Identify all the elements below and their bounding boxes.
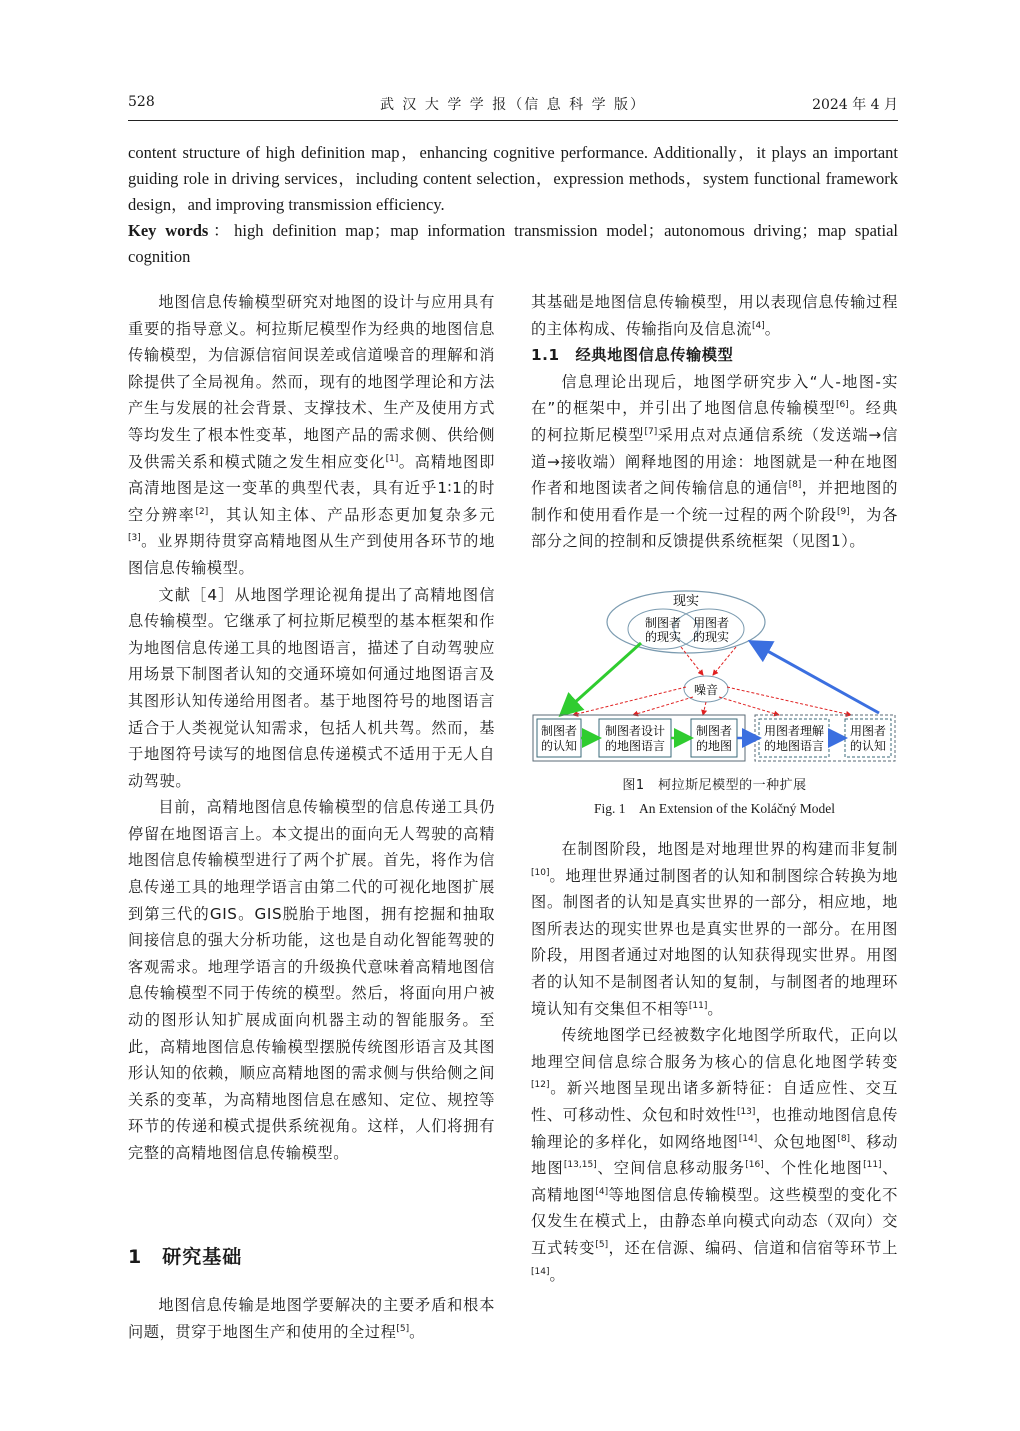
journal-title: 武 汉 大 学 学 报（信 息 科 学 版）: [379, 97, 647, 113]
reality-label: 现实: [672, 594, 700, 609]
box3-line2: 的地图: [695, 739, 733, 753]
box2-line1: 制图者设计: [604, 724, 666, 738]
box5-line1: 用图者: [849, 724, 887, 738]
page-number: 528: [128, 94, 155, 110]
mapuser-reality-line1: 用图者: [692, 616, 730, 630]
noise-label: 噪音: [693, 683, 719, 697]
green-arrow-reality-to-cognition: [563, 643, 641, 713]
box1-line2: 的认知: [540, 739, 578, 753]
paragraph: 目前，高精地图信息传输模型的信息传递工具仍停留在地图语言上。本文提出的面向无人驾驶的高精地图信息传输模型进行了两个扩展。首先，将作为信息传递工具的地理学语言由第二代的可视化地图扩展到第三代的GIS。GIS脱胎于地图，拥有挖掘和抽取间接信息的强大分析功能，这也是自动化智能驾驶的客观需求。地理学语言的升级换代意味着高精地图信息传输模型不同于传统的模型。然后，将面向用户被动的图形认知扩展成面向机器主动的智能服务。至此，高精地图信息传输模型摆脱传统图形语言及其图形认知的依赖，顺应高精地图的需求侧与供给侧之间关系的变革，为高精地图信息在感知、定位、规控等环节的传递和模式提供系统视角。这样，人们将拥有完整的高精地图信息传输模型。: [128, 798, 495, 1162]
right-column: [531, 289, 898, 555]
running-header: [128, 94, 898, 120]
blue-arrow-cognition-to-reality: [753, 643, 879, 713]
figure-caption-en: Fig. 1 An Extension of the Koláčný Model: [593, 801, 836, 816]
mapmaker-reality-line2: 的现实: [644, 630, 682, 644]
box4-line1: 用图者理解: [763, 724, 825, 738]
box2-line2: 的地图语言: [604, 739, 666, 753]
right-column-bottom: [531, 836, 898, 1288]
box3-line1: 制图者: [695, 724, 733, 738]
left-column: [128, 289, 495, 1167]
section-number: 1: [128, 1246, 143, 1268]
subsection-heading: 1.1 经典地图信息传输模型: [531, 346, 734, 365]
mapmaker-reality-line1: 制图者: [644, 616, 682, 630]
paragraph: 地图信息传输是地图学要解决的主要矛盾和根本问题，贯穿于地图生产和使用的全过程[5]。: [128, 1296, 495, 1341]
paragraph: 文献［4］从地图学理论视角提出了高精地图信息传输模型。它继承了柯拉斯尼模型的基本框架和作为地图信息传递工具的地图语言，描述了自动驾驶应用场景下制图者认知的交通环境如何通过地图语言及其图形认知传递给用图者。基于地图符号的地图语言适合于人类视觉认知需求，包括人机共驾。然而，基于地图符号读写的地图信息传递模式不适用于无人自动驾驶。: [128, 585, 495, 790]
paragraph: 在制图阶段，地图是对地理世界的构建而非复制[10]。地理世界通过制图者的认知和制图综合转换为地图。制图者的认知是真实世界的一部分，相应地，地图所表达的现实世界也是真实世界的一部分。在用图阶段，用图者通过对地图的认知获得现实世界。用图者的认知不是制图者认知的复制，与制图者的地理环境认知有交集但不相等[11]。: [531, 840, 898, 1018]
figure-kolacny-model: [531, 589, 898, 769]
box1-line1: 制图者: [540, 724, 578, 738]
box4-line2: 的地图语言: [763, 739, 825, 753]
mapuser-reality-line2: 的现实: [692, 630, 730, 644]
section-title: 研究基础: [162, 1246, 243, 1268]
section-heading: [128, 1242, 242, 1269]
paragraph: 地图信息传输模型研究对地图的设计与应用具有重要的指导意义。柯拉斯尼模型作为经典的地图信息传输模型，为信源信宿间误差或信道噪音的理解和消除提供了全局视角。然而，现有的地图学理论和方法产生与发展的社会背景、支撑技术、生产及使用方式等均发生了根本性变革，地图产品的需求侧、供给侧及供需关系和模式随之发生相应变化[1]。高精地图即高清地图是这一变革的典型代表，具有近乎1∶1的时空分辨率[2]，其认知主体、产品形态更加复杂多元[3]。业界期待贯穿高精地图从生产到使用各环节的地图信息传输模型。: [128, 293, 496, 577]
box5-line2: 的认知: [849, 739, 887, 753]
paragraph: 传统地图学已经被数字化地图学所取代，正向以地理空间信息综合服务为核心的信息化地图学转变[12]。新兴地图呈现出诸多新特征：自适应性、交互性、可移动性、众包和时效性[13]，也推动地图信息传输理论的多样化，如网络地图[14]、众包地图[8]、移动地图[13,15]、空间信息移动服务[16]、个性化地图[11]、高精地图[4]等地图信息传输模型。这些模型的变化不仅发生在模式上，由静态单向模式向动态（双向）交互式转变[5]，还在信源、编码、信道和信宿等环节上[14]。: [531, 1026, 899, 1284]
left-column-bottom: [128, 1292, 495, 1345]
keywords-text: ：high definition map；map information transmission model；autonomous driving；map spatial cognition: [128, 221, 899, 266]
figure-caption-cn: 图1 柯拉斯尼模型的一种扩展: [622, 778, 807, 793]
header-rule: [128, 120, 898, 121]
paragraph: 信息理论出现后，地图学研究步入“人-地图-实在”的框架中，并引出了地图信息传输模型[6]。经典的柯拉斯尼模型[7]采用点对点通信系统（发送端→信道→接收端）阐释地图的用途：地图就是一种在地图作者和地图读者之间传输信息的通信[8]，并把地图的制作和使用看作是一个统一过程的两个阶段[9]，为各部分之间的控制和反馈提供系统框架（见图1）。: [531, 372, 898, 551]
abstract-text: content structure of high definition map，enhancing cognitive performance. Additionally，it plays an important guiding role in driving services，including content selection，expression methods，system functional framework design，and improving transmission efficiency.: [128, 143, 898, 214]
abstract: [128, 140, 898, 270]
paragraph: 其基础是地图信息传输模型，用以表现信息传输过程的主体构成、传输指向及信息流[4]。: [531, 293, 898, 338]
keywords: [128, 218, 898, 270]
keywords-label: Key words: [128, 221, 209, 240]
issue-date: 2024 年 4 月: [812, 97, 898, 113]
